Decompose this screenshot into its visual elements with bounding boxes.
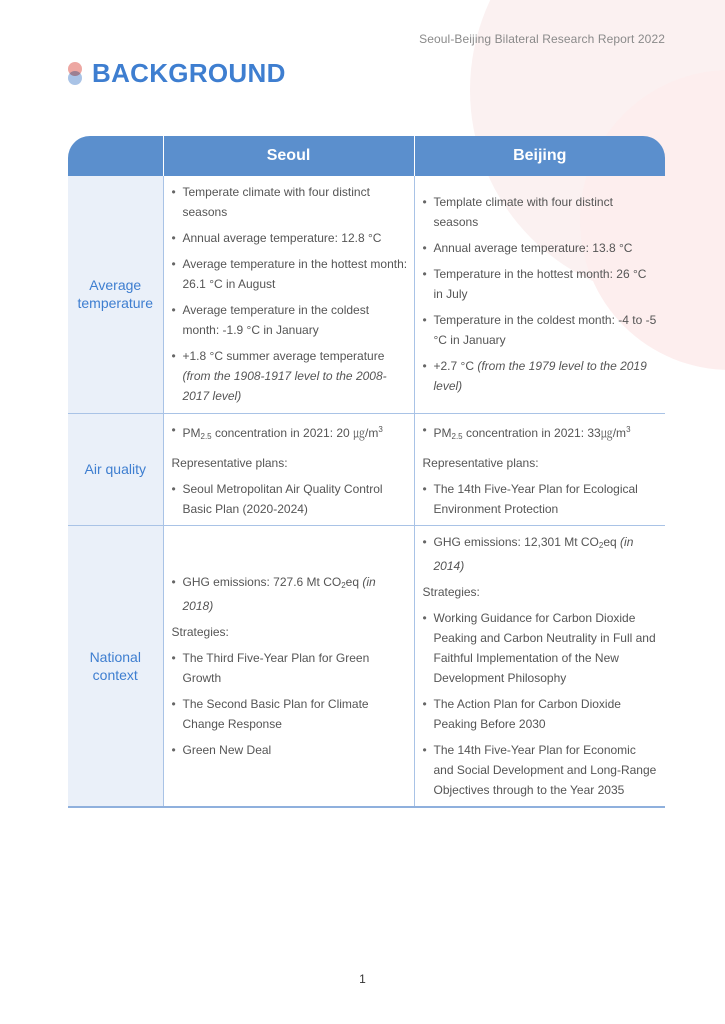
seoul-temperature-cell [163, 176, 414, 413]
plans-label: Representative plans: [422, 455, 539, 470]
plans-label: Representative plans: [171, 455, 288, 470]
page-number: 1 [359, 972, 366, 986]
column-header-beijing: Beijing [414, 136, 665, 176]
strategies-label: Strategies: [171, 624, 229, 639]
list-item: • The 14th Five-Year Plan for Economic and Social Development and Long-Range Objectives through to the Year 2035 [423, 740, 660, 800]
list-item: • Temperature in the coldest month: -4 to -5 °C in January [423, 310, 660, 350]
row-label-temperature: Average temperature [68, 176, 163, 413]
list-item: • Template climate with four distinct seasons [423, 192, 660, 232]
table-row-air-quality [68, 413, 665, 525]
list-item: • $PM_{2.5}$ concentration in 2021: 20 $㎍/m^3$ [172, 420, 408, 447]
beijing-air-quality-cell [414, 413, 665, 525]
table-row-national-context [68, 525, 665, 807]
list-item: • Annual average temperature: 12.8 °C [172, 228, 408, 248]
table-row-temperature [68, 176, 665, 413]
list-item: • Green New Deal [172, 740, 408, 760]
list-item: • Temperate climate with four distinct seasons [172, 182, 408, 222]
list-item: • Average temperature in the hottest month: 26.1 °C in August [172, 254, 408, 294]
column-header-seoul: Seoul [163, 136, 414, 176]
row-label-national-context: National context [68, 525, 163, 807]
list-item: • Temperature in the hottest month: 26 °C in July [423, 264, 660, 304]
report-title: Seoul-Beijing Bilateral Research Report 2022 [419, 32, 665, 46]
list-item: • The Third Five-Year Plan for Green Growth [172, 648, 408, 688]
list-item: • The Action Plan for Carbon Dioxide Peaking Before 2030 [423, 694, 660, 734]
list-item: • $PM_{2.5}$ concentration in 2021: $33㎍/m^3$ [423, 420, 660, 447]
seoul-air-quality-cell [163, 413, 414, 525]
section-heading [68, 58, 286, 89]
list-item: • The 14th Five-Year Plan for Ecological Environment Protection [423, 479, 660, 519]
list-item: • GHG emissions: 12,301 Mt $CO_2eq$ (in 2014) [423, 532, 660, 576]
row-label-air-quality: Air quality [68, 413, 163, 525]
section-bullet-icon [68, 60, 84, 88]
section-title: BACKGROUND [92, 58, 286, 88]
beijing-temperature-cell [414, 176, 665, 413]
list-item: • The Second Basic Plan for Climate Change Response [172, 694, 408, 734]
list-item: • Average temperature in the coldest month: -1.9 °C in January [172, 300, 408, 340]
list-item: • Annual average temperature: 13.8 °C [423, 238, 660, 258]
list-item: • Seoul Metropolitan Air Quality Control Basic Plan (2020-2024) [172, 479, 408, 519]
list-item: • +1.8 °C summer average temperature (from the 1908-1917 level to the 2008-2017 level) [172, 346, 408, 406]
table-header-row [68, 136, 665, 176]
column-header-blank [68, 136, 163, 176]
list-item: • Working Guidance for Carbon Dioxide Peaking and Carbon Neutrality in Full and Faithful Implementation of the New Development Philosophy [423, 608, 660, 688]
list-item: • GHG emissions: 727.6 Mt $CO_2eq$ (in 2018) [172, 572, 408, 616]
beijing-national-context-cell [414, 525, 665, 807]
strategies-label: Strategies: [422, 584, 480, 599]
background-table [68, 136, 665, 808]
seoul-national-context-cell [163, 525, 414, 807]
list-item: • +2.7 °C (from the 1979 level to the 2019 level) [423, 356, 660, 396]
